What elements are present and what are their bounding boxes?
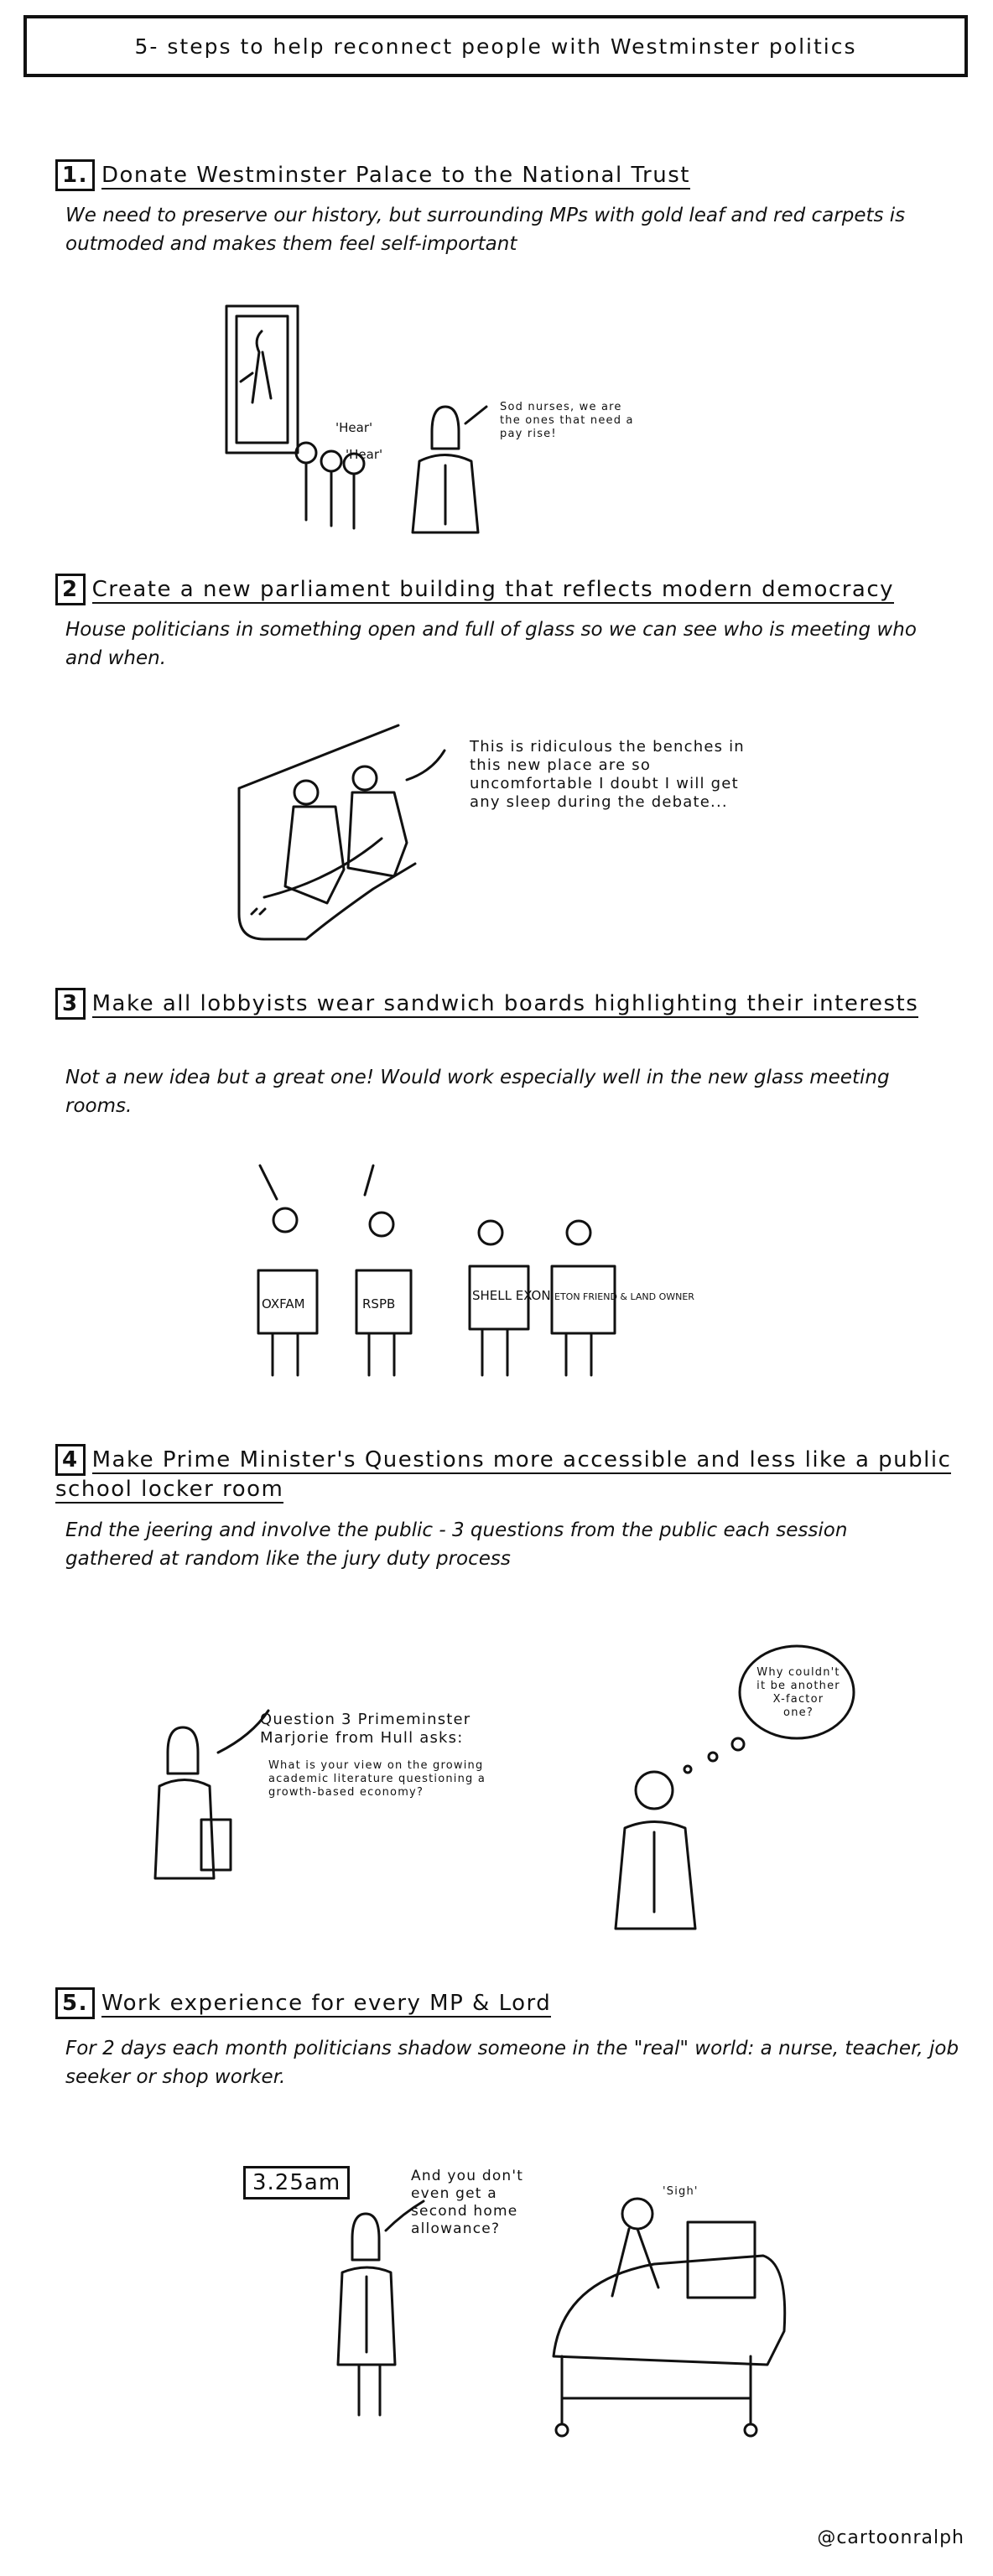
portrait-figure (241, 331, 271, 402)
step-1-title: Donate Westminster Palace to the National Trust (101, 163, 690, 188)
bench-decor (252, 909, 265, 914)
hear-2: 'Hear' (346, 447, 383, 462)
mp-head-b (321, 451, 341, 471)
step-2-text: House politicians in something open and full of glass so we can see who is meeting who and when. (65, 619, 917, 669)
step-1-text: We need to preserve our history, but surrounding MPs with gold leaf and red carpets is outmoded and makes them feel self-important (65, 205, 906, 255)
step-4-title: Make Prime Minister's Questions more accessible and less like a public school locker room (55, 1447, 952, 1502)
step-4-speech-question: What is your view on the growing academic literature questioning a growth-based economy? (268, 1759, 486, 1799)
thought-dot-3 (684, 1766, 691, 1773)
step-5-sigh: 'Sigh' (663, 2185, 699, 2198)
step-5-text: For 2 days each month politicians shadow someone in the "real" world: a nurse, teacher, job seeker or shop worker. (65, 2038, 959, 2088)
step-4-text: End the jeering and involve the public - 3 questions from the public each session gathered at random like the jury duty process (65, 1519, 848, 1570)
step-1-number: 1. (55, 159, 95, 191)
hear-1: 'Hear' (335, 420, 373, 435)
speech-pointer-2 (407, 750, 445, 780)
step-4-number: 4 (55, 1444, 86, 1476)
speaker-head (432, 407, 459, 449)
bench-seat (264, 839, 382, 897)
mp-seated-head-b (353, 766, 377, 790)
step-4-speech-intro: Question 3 Primeminster Marjorie from Hull asks: (260, 1711, 471, 1747)
step-5-speech: And you don't even get a second home allowance? (411, 2168, 524, 2237)
thought-dot-1 (732, 1738, 744, 1750)
step-3-heading (55, 988, 961, 1020)
step-3-title: Make all lobbyists wear sandwich boards highlighting their interests (91, 991, 919, 1016)
step-5-heading (55, 1987, 961, 2019)
comic-title (23, 15, 968, 77)
title-text: 5- steps to help reconnect people with Westminster politics (134, 34, 857, 59)
step-4-heading (55, 1444, 961, 1503)
sign-eton: ETON FRIEND & LAND OWNER (554, 1291, 694, 1302)
artist-credit: @cartoonralph (817, 2527, 964, 2548)
thought-dot-2 (709, 1753, 717, 1761)
step-4-thought: Why couldn't it be another X-factor one? (756, 1666, 840, 1719)
step-3-text: Not a new idea but a great one! Would work especially well in the new glass meeting rooms. (65, 1067, 890, 1117)
mp-work-experience (338, 2214, 395, 2415)
mp-seated-body-b (348, 792, 407, 876)
step-5-title: Work experience for every MP & Lord (101, 1991, 552, 2016)
bench-outline (239, 725, 415, 939)
nurse-figure (612, 2199, 658, 2296)
question-card (201, 1820, 231, 1870)
lobbyist-oxfam (258, 1166, 317, 1375)
sign-shell: SHELL EXON (472, 1288, 551, 1303)
step-3-cartoon (235, 1161, 704, 1396)
step-2-number: 2 (55, 574, 86, 605)
step-3-number: 3 (55, 988, 86, 1020)
step-2-speech: This is ridiculous the benches in this new place are so uncomfortable I doubt I will get any sleep during the debate... (470, 738, 745, 811)
pm-figure (616, 1772, 695, 1929)
step-1-heading (55, 159, 690, 191)
mp-head-a (296, 443, 316, 463)
sign-oxfam: OXFAM (262, 1296, 305, 1311)
time-label: 3.25am (243, 2166, 350, 2199)
lobbyist-eton (552, 1221, 694, 1375)
lobbyist-rspb (356, 1166, 411, 1375)
presenter-figure (155, 1727, 231, 1878)
hospital-bed (554, 2222, 785, 2436)
step-5-number: 5. (55, 1987, 95, 2019)
mp-seated-body-a (285, 807, 344, 903)
step-2-heading (55, 574, 894, 605)
step-5-cartoon (327, 2163, 847, 2440)
lobbyist-shell (470, 1221, 551, 1375)
speech-pointer-1 (465, 407, 486, 423)
step-2-title: Create a new parliament building that reflects modern democracy (91, 577, 895, 602)
mp-seated-head-a (294, 781, 318, 804)
step-1-speech: Sod nurses, we are the ones that need a pay rise! (500, 401, 634, 440)
sign-rspb: RSPB (362, 1296, 396, 1311)
